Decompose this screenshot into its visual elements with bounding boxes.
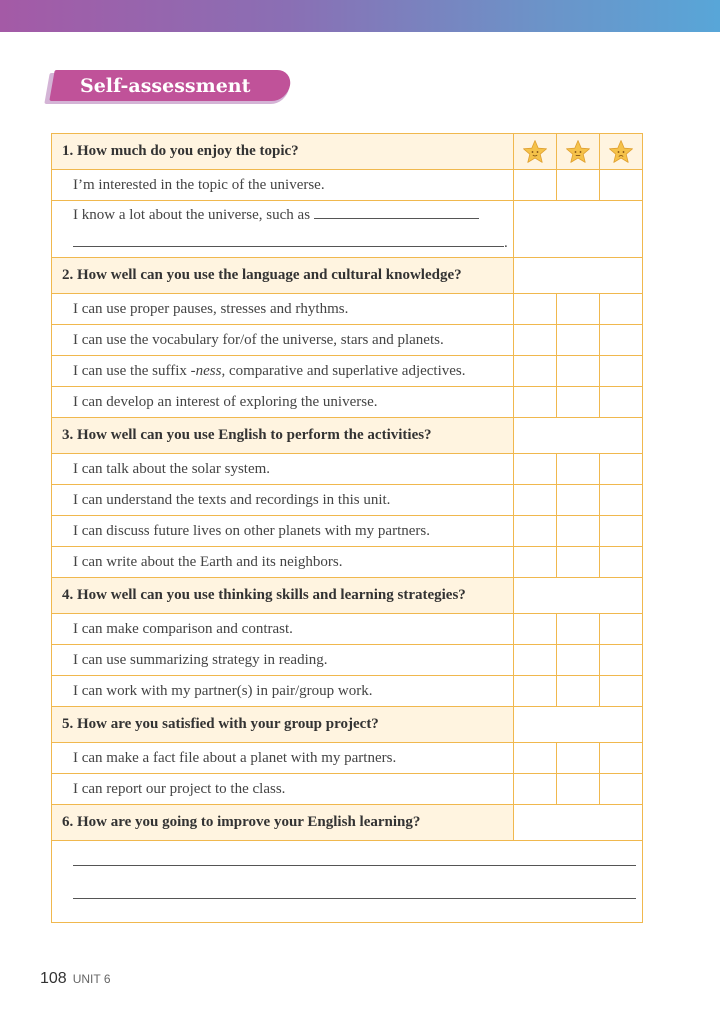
rating-cell[interactable]: [514, 614, 557, 645]
rating-cell[interactable]: [557, 774, 600, 805]
rating-cell[interactable]: [600, 743, 643, 774]
rating-cell[interactable]: [557, 516, 600, 547]
question-row: [52, 578, 643, 614]
rating-cell[interactable]: [514, 516, 557, 547]
question-row-blank: [514, 258, 643, 294]
statement-row: [52, 485, 643, 516]
statement-text: [52, 356, 514, 387]
rating-cell[interactable]: [514, 170, 557, 201]
statement-row: [52, 614, 643, 645]
statement-row: [52, 201, 643, 258]
statement-text: I can understand the texts and recordings in this unit.: [52, 485, 514, 516]
suffix-italic: -ness: [190, 362, 222, 379]
statement-text: I can make comparison and contrast.: [52, 614, 514, 645]
statement-row: [52, 387, 643, 418]
rating-cell[interactable]: [514, 387, 557, 418]
statement-text: I can use the vocabulary for/of the universe, stars and planets.: [52, 325, 514, 356]
statement-row: [52, 645, 643, 676]
self-assessment-table: [51, 133, 643, 923]
statement-row: [52, 516, 643, 547]
rating-cell[interactable]: [514, 454, 557, 485]
unit-label: UNIT 6: [72, 972, 111, 986]
notes-area: [52, 841, 643, 923]
rating-cell[interactable]: [600, 485, 643, 516]
question-row-blank: [514, 707, 643, 743]
rating-cell[interactable]: [600, 170, 643, 201]
statement-text: I’m interested in the topic of the universe.: [52, 170, 514, 201]
statement-text-with-blank: [52, 201, 514, 258]
rating-cell[interactable]: [600, 645, 643, 676]
statement-row: [52, 743, 643, 774]
statement-text: I can use proper pauses, stresses and rhythms.: [52, 294, 514, 325]
rating-cell[interactable]: [600, 454, 643, 485]
question-row-blank: [514, 805, 643, 841]
rating-cell[interactable]: [600, 774, 643, 805]
star-icon: [565, 139, 591, 165]
top-header-band: [0, 0, 720, 32]
rating-header-2: [557, 134, 600, 170]
rating-cell[interactable]: [557, 614, 600, 645]
rating-cell[interactable]: [557, 645, 600, 676]
fill-in-blank[interactable]: [73, 233, 504, 247]
statement-text: I can discuss future lives on other planets with my partners.: [52, 516, 514, 547]
statement-text: I can make a fact file about a planet with my partners.: [52, 743, 514, 774]
rating-cell[interactable]: [514, 743, 557, 774]
statement-row: [52, 170, 643, 201]
writing-line[interactable]: [73, 865, 636, 866]
rating-cell[interactable]: [514, 676, 557, 707]
question-label: 3. How well can you use English to perform the activities?: [52, 418, 514, 454]
question-row-blank: [514, 418, 643, 454]
writing-line[interactable]: [73, 898, 636, 899]
rating-cell[interactable]: [600, 516, 643, 547]
statement-row: [52, 325, 643, 356]
star-icon: [608, 139, 634, 165]
rating-cell[interactable]: [514, 294, 557, 325]
rating-cell[interactable]: [514, 774, 557, 805]
question-label: 6. How are you going to improve your English learning?: [52, 805, 514, 841]
question-row: [52, 805, 643, 841]
page-title: Self-assessment: [80, 75, 251, 97]
question-row: [52, 418, 643, 454]
question-row: [52, 707, 643, 743]
rating-header-1: [514, 134, 557, 170]
statement-text: I know a lot about the universe, such as: [73, 207, 314, 223]
rating-cell[interactable]: [600, 325, 643, 356]
question-row-blank: [514, 578, 643, 614]
rating-cell[interactable]: [557, 325, 600, 356]
rating-cell[interactable]: [600, 676, 643, 707]
rating-header-3: [600, 134, 643, 170]
page-number: 108: [40, 970, 67, 987]
rating-cell[interactable]: [514, 485, 557, 516]
statement-text: I can work with my partner(s) in pair/group work.: [52, 676, 514, 707]
rating-cell[interactable]: [557, 454, 600, 485]
rating-cell[interactable]: [514, 356, 557, 387]
statement-text-pre: I can use the suffix: [73, 362, 191, 379]
rating-cell[interactable]: [557, 294, 600, 325]
rating-cell[interactable]: [557, 485, 600, 516]
statement-row: [52, 547, 643, 578]
statement-text: I can talk about the solar system.: [52, 454, 514, 485]
question-row: [52, 134, 643, 170]
period: .: [504, 235, 508, 251]
question-label: 1. How much do you enjoy the topic?: [52, 134, 514, 170]
notes-row: [52, 841, 643, 923]
rating-cell[interactable]: [557, 547, 600, 578]
rating-cell[interactable]: [557, 676, 600, 707]
rating-cell[interactable]: [600, 547, 643, 578]
question-row: [52, 258, 643, 294]
rating-cell-merged: [514, 201, 643, 258]
rating-cell[interactable]: [557, 743, 600, 774]
question-label: 5. How are you satisfied with your group project?: [52, 707, 514, 743]
statement-row: [52, 356, 643, 387]
rating-cell[interactable]: [514, 645, 557, 676]
question-label: 4. How well can you use thinking skills and learning strategies?: [52, 578, 514, 614]
statement-text: I can develop an interest of exploring the universe.: [52, 387, 514, 418]
statement-text: I can report our project to the class.: [52, 774, 514, 805]
star-icon: [522, 139, 548, 165]
statement-row: [52, 774, 643, 805]
rating-cell[interactable]: [557, 170, 600, 201]
rating-cell[interactable]: [514, 325, 557, 356]
rating-cell[interactable]: [600, 387, 643, 418]
rating-cell[interactable]: [600, 294, 643, 325]
statement-row: [52, 676, 643, 707]
fill-in-blank[interactable]: [314, 205, 479, 219]
rating-cell[interactable]: [600, 614, 643, 645]
statement-row: [52, 294, 643, 325]
page-footer: [40, 969, 111, 989]
rating-cell[interactable]: [557, 387, 600, 418]
rating-cell[interactable]: [557, 356, 600, 387]
statement-text: I can use summarizing strategy in reading.: [52, 645, 514, 676]
statement-text: I can write about the Earth and its neighbors.: [52, 547, 514, 578]
question-label: 2. How well can you use the language and cultural knowledge?: [52, 258, 514, 294]
rating-cell[interactable]: [600, 356, 643, 387]
rating-cell[interactable]: [514, 547, 557, 578]
statement-row: [52, 454, 643, 485]
statement-text-post: , comparative and superlative adjectives.: [221, 362, 466, 379]
